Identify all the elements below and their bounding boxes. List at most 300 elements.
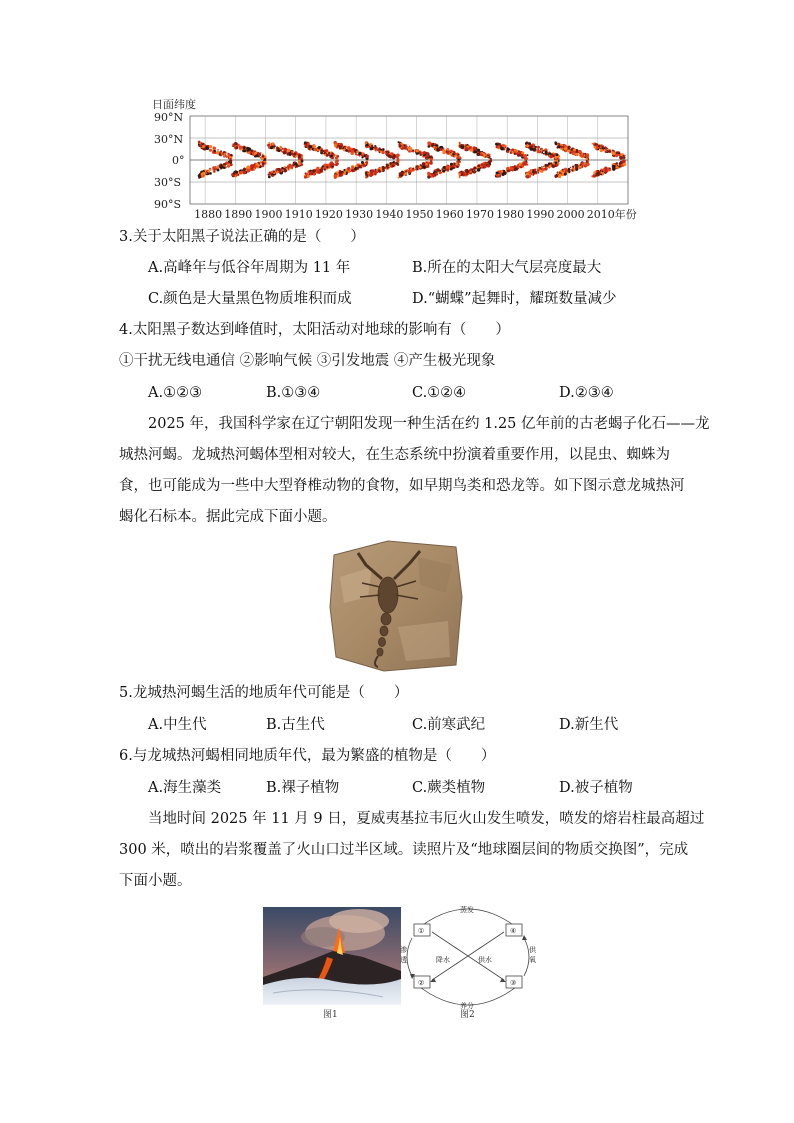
sunspot-point <box>456 155 458 157</box>
sunspot-point <box>503 146 505 148</box>
sunspot-point <box>430 155 433 158</box>
ytick: 0° <box>172 154 185 167</box>
sunspot-point <box>298 154 301 157</box>
xtick-label: 1960 <box>435 208 464 221</box>
sunspot-point <box>210 169 212 171</box>
sunspot-point <box>618 166 620 168</box>
label-evaporation: 蒸发 <box>460 906 474 914</box>
sunspot-point <box>221 152 223 154</box>
xtick-label: 1990 <box>526 208 555 221</box>
sunspot-point <box>459 142 461 144</box>
sunspot-point <box>564 145 567 148</box>
label-infiltration-2: 透 <box>400 956 407 964</box>
q6-option-a: A.海生藻类 <box>148 780 222 796</box>
label-oxygen-1: 供 <box>529 946 536 954</box>
chart-ylabel: 日面纬度 <box>152 98 196 111</box>
sunspot-point <box>474 151 477 154</box>
sunspot-point <box>408 172 409 173</box>
sunspot-point <box>579 168 580 169</box>
sunspot-point <box>198 177 200 179</box>
sunspot-point <box>523 154 527 158</box>
sunspot-point <box>557 146 559 148</box>
sunspot-point <box>247 148 250 151</box>
sunspot-point <box>209 145 212 148</box>
sunspot-point <box>565 170 567 172</box>
sunspot-point <box>452 153 454 155</box>
sunspot-point <box>288 169 290 171</box>
sunspot-point <box>214 150 216 152</box>
sunspot-point <box>336 155 338 157</box>
sunspot-point <box>545 151 548 154</box>
sunspot-point <box>356 167 359 170</box>
xtick-label: 1880 <box>194 208 223 221</box>
sunspot-point <box>552 165 555 168</box>
sunspot-point <box>257 152 259 154</box>
sunspot-point <box>309 171 313 175</box>
sunspot-point <box>623 163 625 165</box>
q3-stem: 3.关于太阳黑子说法正确的是（ ） <box>119 229 365 245</box>
sunspot-point <box>270 171 272 173</box>
sunspot-point <box>454 155 456 157</box>
sunspot-point <box>447 169 450 172</box>
sunspot-point <box>352 170 354 172</box>
sunspot-point <box>345 168 347 170</box>
sunspot-point <box>615 151 618 154</box>
sunspot-point <box>335 163 338 166</box>
sunspot-point <box>498 173 499 174</box>
sunspot-point <box>471 168 473 170</box>
sunspot-point <box>498 145 501 148</box>
figure1-caption: 图1 <box>323 1010 338 1020</box>
sunspot-point <box>489 155 491 157</box>
sunspot-point <box>616 164 618 166</box>
sunspot-point <box>426 163 428 165</box>
sunspot-point <box>539 169 541 171</box>
sunspot-point <box>545 167 547 169</box>
sunspot-point <box>366 160 368 162</box>
sunspot-point <box>283 166 285 168</box>
sunspot-point <box>568 171 570 173</box>
sunspot-point <box>313 148 315 150</box>
sunspot-point <box>439 171 442 174</box>
sunspot-point <box>397 164 399 166</box>
q5-option-a: A.中生代 <box>148 717 207 733</box>
sunspot-point <box>564 147 567 150</box>
sunspot-point <box>392 161 395 164</box>
sunspot-point <box>324 154 326 156</box>
sunspot-point <box>239 171 243 175</box>
sunspot-point <box>209 149 212 152</box>
sunspot-point <box>262 162 265 165</box>
sunspot-point <box>239 145 243 149</box>
sunspot-point <box>289 164 291 166</box>
sunspot-point <box>428 176 431 179</box>
sunspot-point <box>280 170 282 172</box>
sunspot-point <box>500 173 502 175</box>
sunspot-point <box>291 151 294 154</box>
sunspot-point <box>443 166 446 169</box>
sunspot-point <box>224 153 226 155</box>
sunspot-point <box>366 155 369 158</box>
sunspot-point <box>592 143 594 145</box>
sunspot-point <box>542 167 543 168</box>
sunspot-point <box>247 166 251 170</box>
sunspot-point <box>230 154 232 156</box>
sunspot-point <box>623 155 625 157</box>
sunspot-point <box>292 167 293 168</box>
sunspot-point <box>407 149 408 150</box>
sunspot-point <box>328 166 330 168</box>
sunspot-point <box>457 154 459 156</box>
sunspot-point <box>293 153 296 156</box>
sunspot-point <box>598 145 600 147</box>
sunspot-point <box>216 151 219 154</box>
label-nutrients: 养分 <box>460 1002 474 1010</box>
sunspot-point <box>514 165 516 167</box>
sunspot-point <box>217 169 220 172</box>
sunspot-point <box>313 173 315 175</box>
sunspot-point <box>243 171 246 174</box>
sunspot-point <box>537 146 540 149</box>
sunspot-point <box>305 146 307 148</box>
sunspot-point <box>223 155 225 157</box>
sunspot-point <box>533 146 535 148</box>
sunspot-point <box>541 148 543 150</box>
sunspot-point <box>250 149 253 152</box>
sunspot-point <box>385 167 387 169</box>
sunspot-point <box>573 169 575 171</box>
sunspot-point <box>283 151 286 154</box>
q3-option-a: A.高峰年与低谷年周期为 11 年 <box>148 260 351 276</box>
sunspot-point <box>287 153 290 156</box>
sunspot-point <box>620 161 623 164</box>
sunspot-point <box>233 143 235 145</box>
sunspot-point <box>382 148 384 150</box>
figure2-caption: 图2 <box>460 1010 475 1020</box>
sunspot-point <box>396 153 400 157</box>
q6-stem: 6.与龙城热河蝎相同地质年代，最为繁盛的植物是（ ） <box>119 748 496 764</box>
sunspot-point <box>554 174 557 177</box>
sunspot-point <box>605 169 608 172</box>
sunspot-point <box>386 163 389 166</box>
q6-option-d: D.被子植物 <box>559 780 633 796</box>
sunspot-point <box>284 148 287 151</box>
sunspot-point <box>324 168 326 170</box>
sunspot-point <box>378 170 381 173</box>
sunspot-point <box>322 153 324 155</box>
sunspot-point <box>606 148 607 149</box>
xtick-label: 1890 <box>224 208 253 221</box>
label-precipitation: 降水 <box>436 956 450 964</box>
sunspot-point <box>470 147 472 149</box>
sunspot-point <box>272 175 274 177</box>
sunspot-point <box>223 163 226 166</box>
sunspot-point <box>268 176 271 179</box>
sunspot-point <box>343 172 346 175</box>
sphere-exchange-diagram <box>398 898 538 1016</box>
sunspot-point <box>221 154 223 156</box>
sunspot-point <box>459 161 460 162</box>
q5-option-b: B.古生代 <box>266 717 325 733</box>
sunspot-point <box>436 168 440 172</box>
sunspot-point <box>564 173 567 176</box>
sunspot-point <box>392 165 395 168</box>
sunspot-point <box>313 145 316 148</box>
passage1-line2: 城热河蝎。龙城热河蝎体型相对较大，在生态系统中扮演着重要作用，以昆虫、蜘蛛为 <box>119 447 670 463</box>
sunspot-point <box>233 175 235 177</box>
sunspot-point <box>355 165 357 167</box>
sunspot-point <box>220 165 224 169</box>
sunspot-point <box>538 172 540 174</box>
sunspot-point <box>404 145 407 148</box>
sunspot-point <box>560 144 561 145</box>
sunspot-point <box>306 145 309 148</box>
sunspot-point <box>543 166 545 168</box>
sunspot-point <box>361 161 364 164</box>
sunspot-point <box>567 149 570 152</box>
sunspot-point <box>524 163 527 166</box>
sunspot-point <box>355 153 357 155</box>
sunspot-point <box>349 169 350 170</box>
ytick: 30°N <box>154 133 184 146</box>
sunspot-point <box>287 149 291 153</box>
sunspot-point <box>506 148 509 151</box>
q4-stem: 4.太阳黑子数达到峰值时，太阳活动对地球的影响有（ ） <box>119 322 510 338</box>
sunspot-point <box>549 155 552 158</box>
sunspot-point <box>537 150 540 153</box>
sunspot-point <box>487 164 490 167</box>
sunspot-point <box>213 170 215 172</box>
sunspot-point <box>330 154 333 157</box>
sunspot-point <box>500 147 504 151</box>
sunspot-point <box>466 147 469 150</box>
sunspot-point <box>474 171 475 172</box>
sunspot-point <box>528 142 531 145</box>
sunspot-point <box>335 143 337 145</box>
sunspot-point <box>555 161 558 164</box>
sunspot-point <box>344 146 346 148</box>
sunspot-point <box>441 149 443 151</box>
sunspot-point <box>383 170 385 172</box>
sunspot-point <box>441 170 442 171</box>
sunspot-point <box>320 168 323 171</box>
sunspot-point <box>451 155 453 157</box>
sunspot-point <box>408 168 410 170</box>
sunspot-point <box>519 155 521 157</box>
sunspot-point <box>600 169 602 171</box>
passage2-line3: 下面小题。 <box>119 873 192 889</box>
q3-option-b: B.所在的太阳大气层亮度最大 <box>412 260 602 276</box>
passage2-line2: 300 米，喷出的岩浆覆盖了火山口过半区域。读照片及“地球圈层间的物质交换图”，完成 <box>119 842 689 858</box>
sunspot-point <box>478 153 480 155</box>
sunspot-point <box>496 172 499 175</box>
sunspot-point <box>473 166 476 169</box>
sunspot-point <box>520 166 522 168</box>
sunspot-point <box>602 172 604 174</box>
sunspot-point <box>298 160 301 163</box>
sunspot-point <box>280 148 282 150</box>
sunspot-point <box>229 159 232 162</box>
sunspot-point <box>613 150 615 152</box>
sunspot-point <box>214 168 216 170</box>
sunspot-point <box>385 150 388 153</box>
sunspot-point <box>487 153 489 155</box>
sunspot-point <box>268 174 270 176</box>
sunspot-point <box>199 173 200 174</box>
sunspot-point <box>579 154 582 157</box>
sunspot-point <box>262 155 265 158</box>
sunspot-point <box>338 145 342 149</box>
sunspot-point <box>241 149 242 150</box>
sunspot-point <box>570 167 572 169</box>
sunspot-point <box>395 162 397 164</box>
sunspot-point <box>568 168 570 170</box>
sunspot-point <box>361 156 363 158</box>
sunspot-point <box>455 163 458 166</box>
volcano-photo <box>263 907 401 1005</box>
sunspot-point <box>477 149 480 152</box>
sunspot-point <box>271 143 274 146</box>
sunspot-point <box>532 171 535 174</box>
sunspot-point <box>430 162 433 165</box>
sunspot-point <box>254 152 257 155</box>
scorpion-fossil-photo <box>328 537 464 673</box>
sunspot-point <box>616 166 618 168</box>
xtick-label: 1970 <box>465 208 494 221</box>
sunspot-point <box>273 146 275 148</box>
sunspot-point <box>586 163 590 167</box>
sunspot-point <box>339 171 342 174</box>
label-water-supply: 供水 <box>478 956 492 964</box>
sunspot-point <box>378 147 380 149</box>
sunspot-point <box>335 157 338 160</box>
sunspot-point <box>247 169 250 172</box>
label-infiltration-1: 渗 <box>400 946 407 954</box>
sunspot-point <box>550 162 552 164</box>
sunspot-point <box>601 146 603 148</box>
sunspot-point <box>432 143 435 146</box>
passage1-line4: 蝎化石标本。据此完成下面小题。 <box>119 509 337 525</box>
sunspot-point <box>367 163 369 165</box>
sunspot-point <box>595 173 597 175</box>
sunspot-point <box>408 148 411 151</box>
xtick-label: 1930 <box>345 208 374 221</box>
sunspot-point <box>267 144 270 147</box>
xtick-label: 2010年份 <box>586 208 637 221</box>
sunspot-point <box>609 168 611 170</box>
sunspot-point <box>477 168 481 172</box>
sunspot-point <box>521 151 524 154</box>
sunspot-point <box>321 150 322 151</box>
sunspot-point <box>575 164 578 167</box>
sunspot-point <box>503 170 505 172</box>
sunspot-point <box>537 167 539 169</box>
sunspot-point <box>408 146 410 148</box>
sunspot-point <box>447 149 449 151</box>
sunspot-point <box>534 149 536 151</box>
ytick: 90°S <box>154 198 182 211</box>
sunspot-point <box>304 176 307 179</box>
q5-option-d: D.新生代 <box>559 717 619 733</box>
passage2-line1: 当地时间 2025 年 11 月 9 日，夏威夷基拉韦厄火山发生喷发，喷发的熔岩柱最高超过 <box>148 811 705 827</box>
sunspot-point <box>250 167 254 171</box>
sunspot-point <box>428 141 432 145</box>
sunspot-point <box>335 160 338 163</box>
sunspot-point <box>557 172 559 174</box>
sunspot-point <box>257 166 259 168</box>
sunspot-point <box>337 143 339 145</box>
sunspot-point <box>273 171 275 173</box>
sunspot-point <box>313 169 316 172</box>
sunspot-point <box>481 163 485 167</box>
sunspot-point <box>386 154 388 156</box>
sunspot-point <box>459 145 461 147</box>
sunspot-point <box>294 165 296 167</box>
sunspot-point <box>347 146 350 149</box>
sunspot-point <box>623 158 625 160</box>
sunspot-point <box>328 152 330 154</box>
sunspot-point <box>454 152 456 154</box>
node-4: ④ <box>510 927 517 935</box>
xtick-label: 1940 <box>375 208 404 221</box>
sunspot-point <box>290 167 292 169</box>
sunspot-point <box>307 142 310 145</box>
sunspot-point <box>206 170 208 172</box>
sunspot-point <box>619 156 622 159</box>
sunspot-point <box>366 158 368 160</box>
sunspot-point <box>601 173 603 175</box>
sunspot-butterfly-chart <box>150 96 670 226</box>
ytick: 30°S <box>154 176 182 189</box>
sunspot-point <box>526 144 529 147</box>
passage1-line3: 食，也可能成为一些中大型脊椎动物的食物，如早期鸟类和恐龙等。如下图示意龙城热河 <box>119 478 685 494</box>
sunspot-point <box>317 151 318 152</box>
sunspot-point <box>243 167 246 170</box>
sunspot-point <box>527 142 529 144</box>
sunspot-point <box>514 169 516 171</box>
sunspot-point <box>351 166 354 169</box>
sunspot-point <box>503 172 506 175</box>
sunspot-point <box>602 171 604 173</box>
sunspot-point <box>556 164 559 167</box>
sunspot-point <box>593 175 596 178</box>
sunspot-point <box>497 142 499 144</box>
sunspot-point <box>206 172 208 174</box>
sunspot-point <box>389 162 391 164</box>
sunspot-point <box>423 166 426 169</box>
xtick-label: 1900 <box>254 208 283 221</box>
sunspot-point <box>238 174 240 176</box>
sunspot-point <box>412 167 414 169</box>
sunspot-point <box>309 145 312 148</box>
sunspot-point <box>416 149 419 152</box>
sunspot-point <box>579 164 581 166</box>
sunspot-point <box>278 168 281 171</box>
node-2: ② <box>418 979 425 987</box>
sunspot-point <box>205 146 208 149</box>
sunspot-point <box>352 149 353 150</box>
sunspot-point <box>507 170 509 172</box>
sunspot-point <box>388 152 390 154</box>
sunspot-point <box>568 147 570 149</box>
sunspot-point <box>459 176 461 178</box>
q4-option-c: C.①②④ <box>412 385 467 401</box>
sunspot-point <box>398 145 401 148</box>
sunspot-point <box>365 173 368 176</box>
sunspot-point <box>345 149 348 152</box>
sunspot-point <box>604 167 607 170</box>
q4-items: ①干扰无线电通信 ②影响气候 ③引发地震 ④产生极光现象 <box>119 353 496 369</box>
